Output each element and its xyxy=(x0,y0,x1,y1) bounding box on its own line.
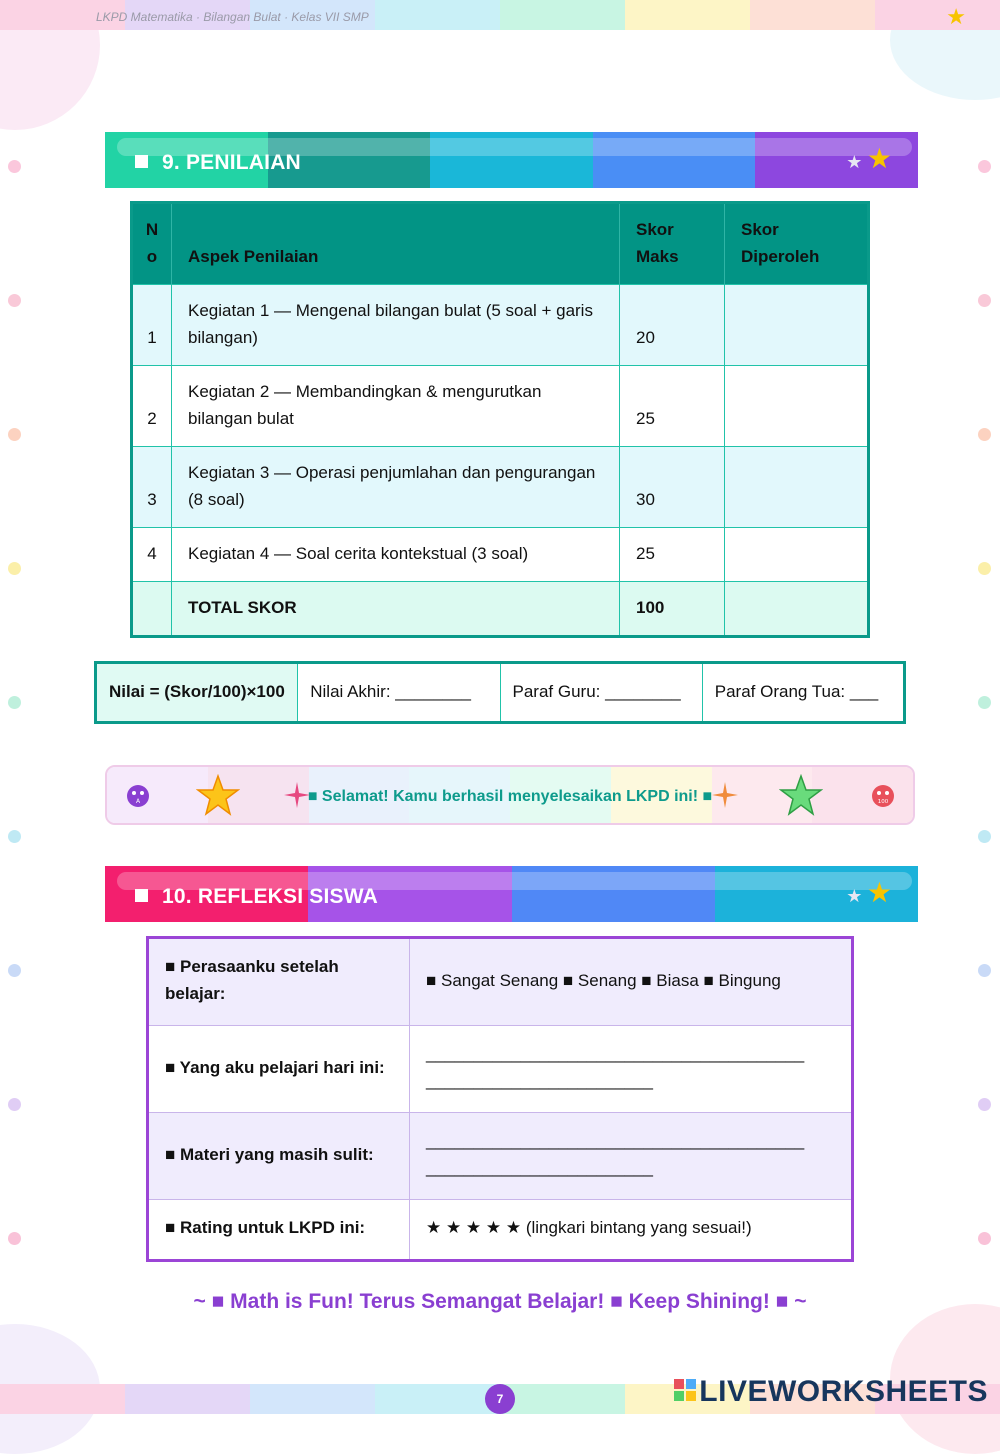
star-icon: ★ ★ xyxy=(846,877,892,908)
star-icon xyxy=(196,774,240,816)
color-band xyxy=(875,0,1000,30)
star-icon: ★ xyxy=(946,4,966,29)
congratulations-message: ■ Selamat! Kamu berhasil menyelesaikan LKPD ini! ■ xyxy=(307,788,713,805)
page-number: 7 xyxy=(485,1384,515,1414)
page-header-text: LKPD Matematika · Bilangan Bulat · Kelas VII SMP xyxy=(96,10,369,24)
reflection-label: ■ Yang aku pelajari hari ini: xyxy=(148,1026,410,1113)
brand-name: LIVEWORKSHEETS xyxy=(699,1375,988,1408)
column-header-no: N o xyxy=(132,203,172,285)
row-skor-maks: 25 xyxy=(620,366,725,447)
total-diperoleh-input[interactable] xyxy=(725,582,869,637)
row-skor-maks: 25 xyxy=(620,528,725,582)
liveworksheets-brand[interactable] xyxy=(674,1375,988,1409)
paraf-guru-field[interactable]: Paraf Guru: ________ xyxy=(500,663,702,723)
column-header-skor-maks: Skor Maks xyxy=(620,203,725,285)
color-band xyxy=(250,1384,375,1414)
row-number: 4 xyxy=(132,528,172,582)
row-aspek: Kegiatan 3 — Operasi penjumlahan dan pengurangan (8 soal) xyxy=(172,447,620,528)
reflection-label: ■ Materi yang masih sulit: xyxy=(148,1113,410,1200)
table-header-row xyxy=(132,203,869,285)
row-number: 3 xyxy=(132,447,172,528)
sparkle-icon xyxy=(712,782,738,808)
reflection-label: ■ Perasaanku setelah belajar: xyxy=(148,938,410,1026)
total-label: TOTAL SKOR xyxy=(172,582,620,637)
svg-text:A: A xyxy=(135,798,141,805)
color-band xyxy=(375,1384,500,1414)
total-value: 100 xyxy=(620,582,725,637)
section-title: 10. REFLEKSI SISWA xyxy=(135,866,378,922)
row-skor-maks: 20 xyxy=(620,285,725,366)
row-aspek: Kegiatan 1 — Mengenal bilangan bulat (5 soal + garis bilangan) xyxy=(172,285,620,366)
reflection-row xyxy=(148,1026,853,1113)
sparkle-icon xyxy=(284,782,310,808)
color-band xyxy=(500,0,625,30)
section-title: 9. PENILAIAN xyxy=(135,132,301,188)
nilai-formula: Nilai = (Skor/100)×100 xyxy=(96,663,298,723)
color-band xyxy=(500,1384,625,1414)
total-empty-cell xyxy=(132,582,172,637)
row-skor-diperoleh-input[interactable] xyxy=(725,366,869,447)
nilai-akhir-field[interactable]: Nilai Akhir: ________ xyxy=(298,663,500,723)
reflection-row xyxy=(148,938,853,1026)
reflection-label: ■ Rating untuk LKPD ini: xyxy=(148,1200,410,1261)
color-band xyxy=(125,1384,250,1414)
reflection-row xyxy=(148,1113,853,1200)
rating-stars[interactable]: ★ ★ ★ ★ ★ (lingkari bintang yang sesuai!) xyxy=(410,1200,853,1261)
side-dots-right xyxy=(978,160,992,1366)
svg-text:100: 100 xyxy=(877,799,889,805)
row-aspek: Kegiatan 2 — Membandingkan & mengurutkan bilangan bulat xyxy=(172,366,620,447)
footer-message: ~ ■ Math is Fun! Terus Semangat Belajar! ■ Keep Shining! ■ ~ xyxy=(193,1290,807,1313)
row-number: 1 xyxy=(132,285,172,366)
star-icon xyxy=(779,774,823,816)
row-skor-diperoleh-input[interactable] xyxy=(725,285,869,366)
column-header-aspek: Aspek Penilaian xyxy=(172,203,620,285)
row-skor-diperoleh-input[interactable] xyxy=(725,528,869,582)
table-row xyxy=(132,447,869,528)
color-band xyxy=(625,0,750,30)
row-number: 2 xyxy=(132,366,172,447)
color-band xyxy=(375,0,500,30)
liveworksheets-logo-icon xyxy=(674,1379,696,1401)
table-row xyxy=(132,285,869,366)
side-dots-left xyxy=(8,160,22,1366)
red-face-icon xyxy=(871,784,895,808)
purple-face-icon xyxy=(126,784,150,808)
row-skor-maks: 30 xyxy=(620,447,725,528)
table-row xyxy=(132,366,869,447)
table-row xyxy=(132,528,869,582)
difficult-answer-field[interactable]: ________________________________________ ________________________ xyxy=(410,1113,853,1200)
section-banner-penilaian xyxy=(105,132,918,188)
color-band xyxy=(750,0,875,30)
star-icon: ★ ★ xyxy=(846,143,892,174)
paraf-orang-tua-field[interactable]: Paraf Orang Tua: ___ xyxy=(702,663,904,723)
row-aspek: Kegiatan 4 — Soal cerita kontekstual (3 soal) xyxy=(172,528,620,582)
learned-answer-field[interactable]: ________________________________________ ________________________ xyxy=(410,1026,853,1113)
reflection-row xyxy=(148,1200,853,1261)
feeling-options[interactable]: ■ Sangat Senang ■ Senang ■ Biasa ■ Bingung xyxy=(410,938,853,1026)
section-banner-refleksi xyxy=(105,866,918,922)
color-band xyxy=(0,1384,125,1414)
total-row xyxy=(132,582,869,637)
assessment-table xyxy=(130,201,870,638)
reflection-table xyxy=(146,936,854,1262)
nilai-row xyxy=(96,663,905,723)
row-skor-diperoleh-input[interactable] xyxy=(725,447,869,528)
nilai-table xyxy=(94,661,906,724)
column-header-skor-diperoleh: Skor Diperoleh xyxy=(725,203,869,285)
